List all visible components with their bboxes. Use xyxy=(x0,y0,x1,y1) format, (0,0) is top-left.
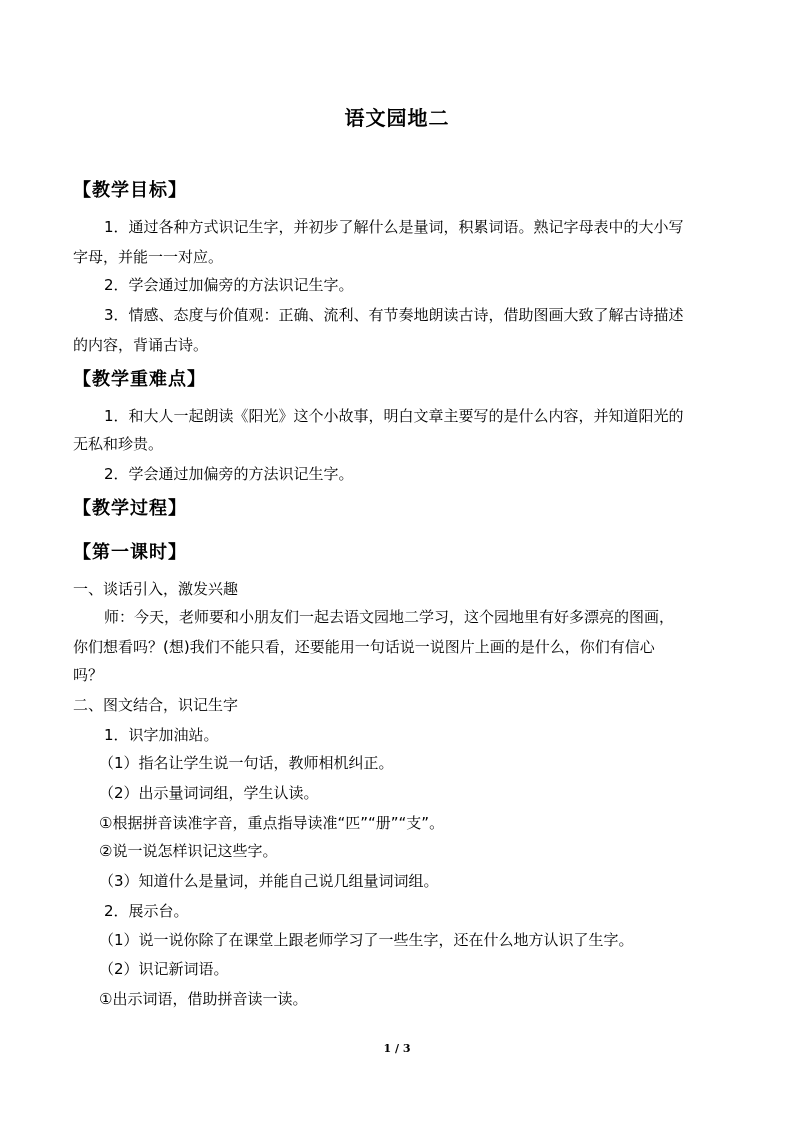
lesson-1-heading: 【第一课时】 xyxy=(73,542,187,563)
step-2-item-1-3: （3）知道什么是量词，并能自己说几组量词词组。 xyxy=(99,872,439,890)
goal-3-line-1: 3．情感、态度与价值观：正确、流利、有节奏地朗读古诗，借助图画大致了解古诗描述 xyxy=(104,306,684,324)
page-title: 语文园地二 xyxy=(344,106,450,130)
step-2-item-1-2-a: ①根据拼音读准字音，重点指导读准“匹”“册”“支”。 xyxy=(99,814,445,832)
key-point-1-line-1: 1．和大人一起朗读《阳光》这个小故事，明白文章主要写的是什么内容，并知道阳光的 xyxy=(104,407,684,425)
process-heading: 【教学过程】 xyxy=(73,498,187,519)
step-2-heading: 二、图文结合，识记生字 xyxy=(73,696,239,714)
step-2-item-1-2-b: ②说一说怎样识记这些字。 xyxy=(99,842,278,860)
goal-1-line-2: 字母，并能一一对应。 xyxy=(73,248,224,266)
step-2-item-1: 1．识字加油站。 xyxy=(104,726,219,744)
goals-heading: 【教学目标】 xyxy=(73,180,187,201)
key-points-heading: 【教学重难点】 xyxy=(73,369,206,390)
step-1-text-line-1: 师：今天，老师要和小朋友们一起去语文园地二学习，这个园地里有好多漂亮的图画， xyxy=(104,608,675,626)
step-2-item-2-2-a: ①出示词语，借助拼音读一读。 xyxy=(99,990,308,1008)
step-2-item-1-1: （1）指名让学生说一句话，教师相机纠正。 xyxy=(99,754,394,772)
key-point-1-line-2: 无私和珍贵。 xyxy=(73,435,164,453)
page-number: 1 / 3 xyxy=(383,1042,411,1055)
goal-1-line-1: 1．通过各种方式识记生字，并初步了解什么是量词，积累词语。熟记字母表中的大小写 xyxy=(104,218,684,236)
step-1-heading: 一、谈话引入，激发兴趣 xyxy=(73,580,239,598)
step-2-item-2-2: （2）识记新词语。 xyxy=(99,960,229,978)
goal-2: 2．学会通过加偏旁的方法识记生字。 xyxy=(104,276,354,294)
step-2-item-2-1: （1）说一说你除了在课堂上跟老师学习了一些生字，还在什么地方认识了生字。 xyxy=(99,931,634,949)
step-1-text-line-2: 你们想看吗？(想)我们不能只看，还要能用一句话说一说图片上画的是什么，你们有信心 xyxy=(73,638,655,656)
step-2-item-2: 2．展示台。 xyxy=(104,902,189,920)
goal-3-line-2: 的内容，背诵古诗。 xyxy=(73,336,209,354)
key-point-2: 2．学会通过加偏旁的方法识记生字。 xyxy=(104,465,354,483)
step-1-text-line-3: 吗？ xyxy=(73,666,104,684)
step-2-item-1-2: （2）出示量词词组，学生认读。 xyxy=(99,784,319,802)
